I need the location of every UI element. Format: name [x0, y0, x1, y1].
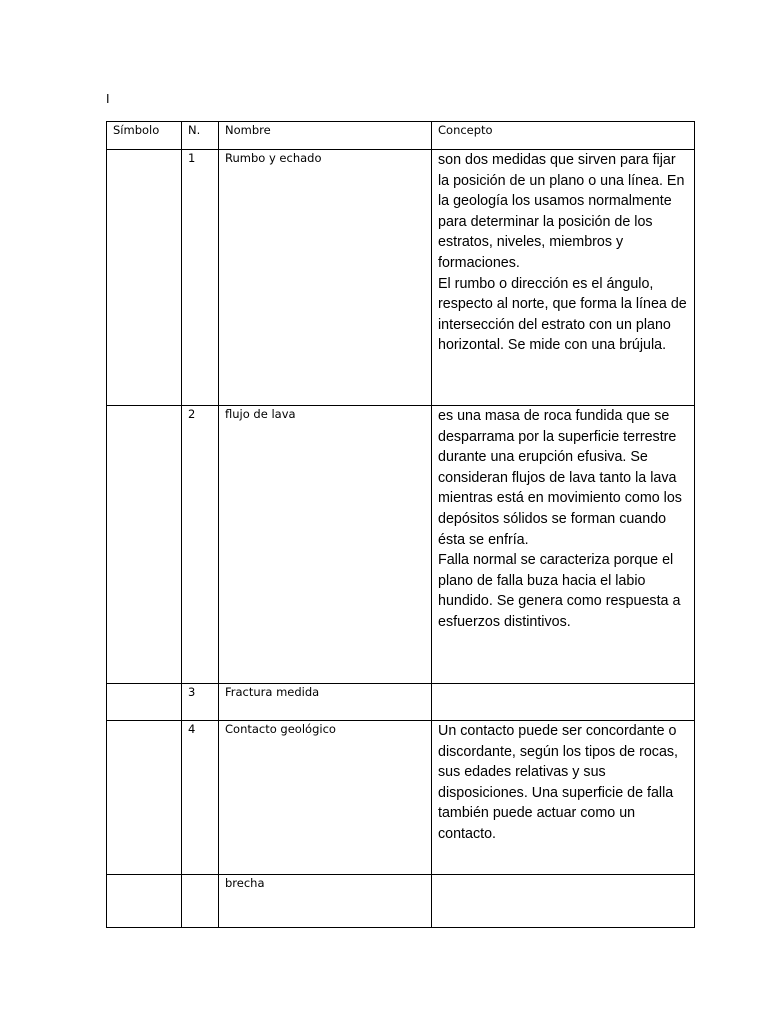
cell-simbolo	[107, 684, 182, 721]
cell-concepto	[432, 406, 695, 684]
table-header-row	[107, 122, 695, 150]
cell-concepto	[432, 721, 695, 875]
table-row	[107, 406, 695, 684]
concept-paragraph: El rumbo o dirección es el ángulo, respecto al norte, que forma la línea de intersección del estrato con un plano horizontal. Se mide con una brújula.	[438, 275, 687, 354]
table-row	[107, 150, 695, 406]
cell-n: 2	[182, 406, 219, 684]
cell-nombre: Rumbo y echado	[219, 150, 432, 406]
cell-n: 4	[182, 721, 219, 875]
concepts-table	[106, 121, 695, 928]
cell-simbolo	[107, 721, 182, 875]
cell-nombre: brecha	[219, 875, 432, 928]
cell-nombre: Contacto geológico	[219, 721, 432, 875]
cell-nombre: flujo de lava	[219, 406, 432, 684]
cell-n	[182, 875, 219, 928]
header-nombre: Nombre	[219, 122, 432, 150]
table-row	[107, 875, 695, 928]
cell-concepto	[432, 875, 695, 928]
concept-paragraph: Falla normal se caracteriza porque el plano de falla buza hacia el labio hundido. Se genera como respuesta a esfuerzos distintivos.	[438, 552, 681, 630]
concept-paragraph: son dos medidas que sirven para fijar la posición de un plano o una línea. En la geología los usamos normalmente para determinar la posición de los estratos, niveles, miembros y formaciones.	[438, 152, 685, 271]
header-simbolo: Símbolo	[107, 122, 182, 150]
cell-n: 1	[182, 150, 219, 406]
cell-simbolo	[107, 406, 182, 684]
text-cursor-mark: I	[106, 92, 110, 106]
cell-nombre: Fractura medida	[219, 684, 432, 721]
concept-paragraph: es una masa de roca fundida que se desparrama por la superficie terrestre durante una erupción efusiva. Se consideran flujos de lava tanto la lava mientras está en movimiento como los depósitos sólidos se forman cuando ésta se enfría.	[438, 408, 682, 548]
cell-n: 3	[182, 684, 219, 721]
cell-concepto	[432, 684, 695, 721]
cell-concepto	[432, 150, 695, 406]
table-row	[107, 721, 695, 875]
concept-paragraph: Un contacto puede ser concordante o discordante, según los tipos de rocas, sus edades relativas y sus disposiciones. Una superficie de falla también puede actuar como un contacto.	[438, 723, 679, 842]
table-row	[107, 684, 695, 721]
cell-simbolo	[107, 150, 182, 406]
header-n: N.	[182, 122, 219, 150]
cell-simbolo	[107, 875, 182, 928]
header-concepto: Concepto	[432, 122, 695, 150]
